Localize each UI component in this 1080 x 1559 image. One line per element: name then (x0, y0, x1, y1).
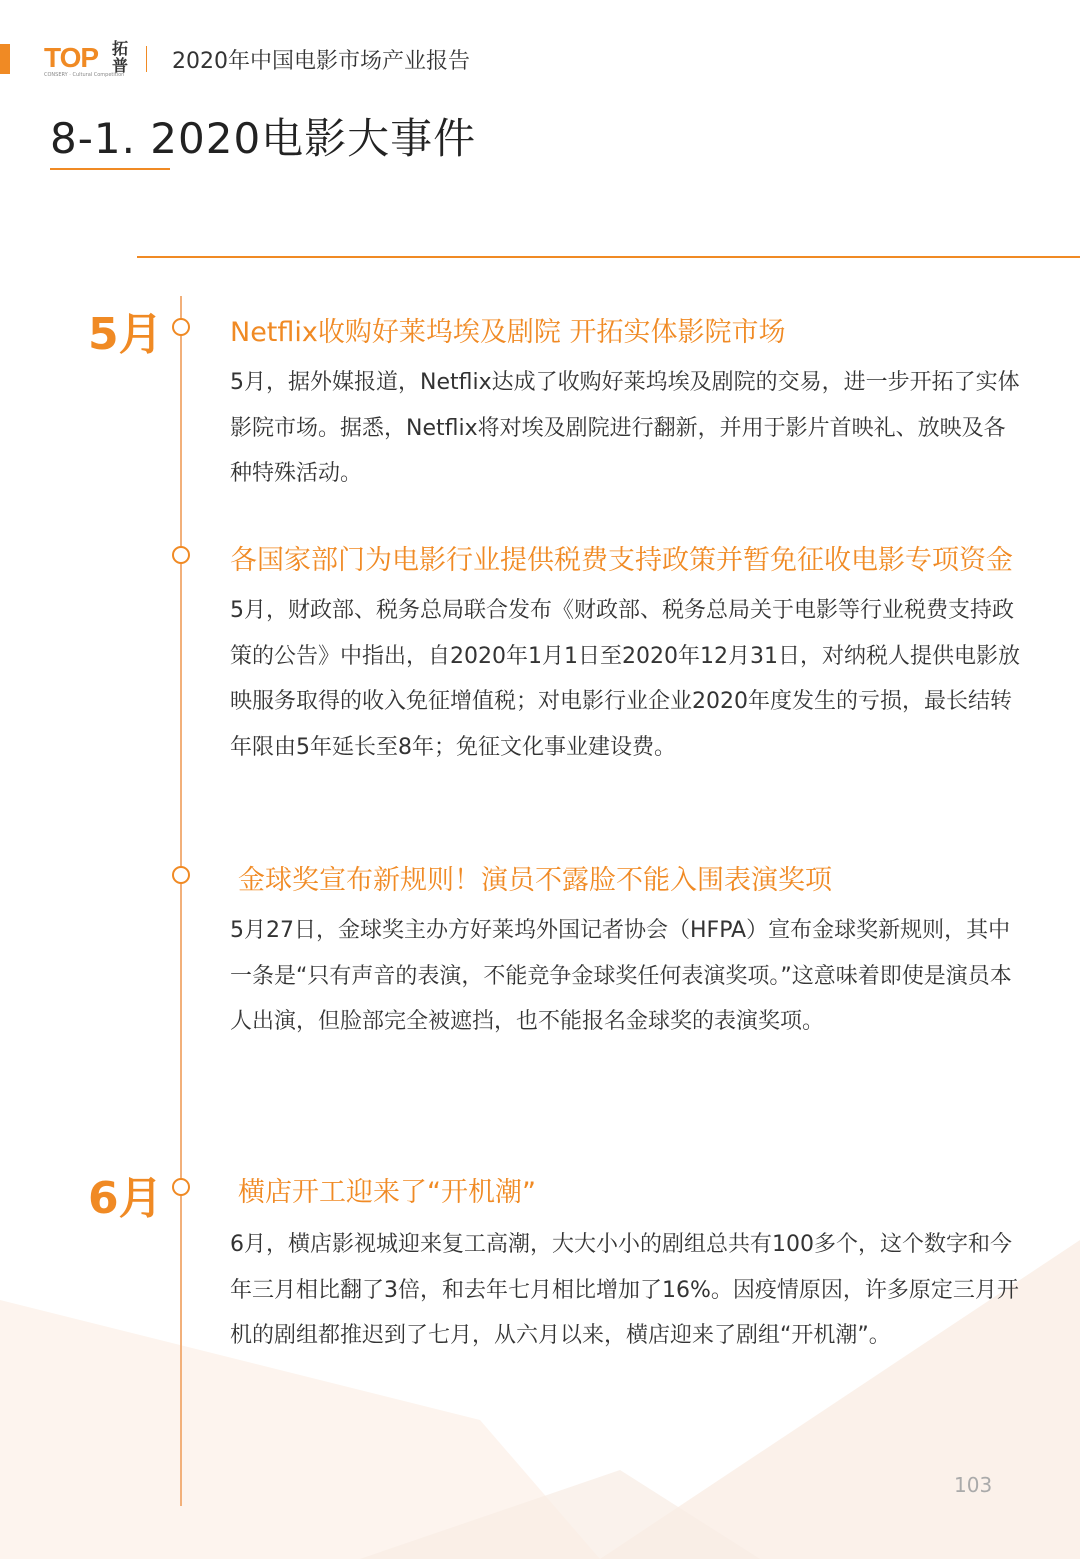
timeline-dot (172, 318, 190, 336)
report-title: 2020年中国电影市场产业报告 (172, 49, 470, 74)
logo-wordmark: TOP (44, 42, 99, 73)
page-number: 103 (954, 1473, 993, 1497)
timeline-dot (172, 1178, 190, 1196)
logo-chinese: 拓普 (112, 39, 129, 75)
month-label-may: 5月 (88, 309, 163, 360)
event-body: 5月，据外媒报道，Netflix达成了收购好莱坞埃及剧院的交易，进一步开拓了实体影院市场。据悉，Netflix将对埃及剧院进行翻新，并用于影片首映礼、放映及各种特殊活动。 (230, 370, 1020, 486)
event-title: 横店开工迎来了“开机潮” (238, 1177, 536, 1208)
event-body: 5月27日，金球奖主办方好莱坞外国记者协会（HFPA）宣布金球奖新规则，其中一条是“只有声音的表演，不能竞争金球奖任何表演奖项。”这意味着即使是演员本人出演，但脸部完全被遮挡，也不能报名金球奖的表演奖项。 (230, 918, 1012, 1034)
timeline-dot (172, 866, 190, 884)
section-title: 8-1. 2020电影大事件 (50, 114, 477, 163)
title-underline (50, 168, 170, 170)
event-title: Netflix收购好莱坞埃及剧院 开拓实体影院市场 (230, 317, 786, 348)
brand-logo (44, 39, 134, 78)
event-title: 金球奖宣布新规则！演员不露脸不能入围表演奖项 (238, 865, 832, 896)
event-title: 各国家部门为电影行业提供税费支持政策并暂免征收电影专项资金 (230, 545, 1013, 576)
event-body: 6月，横店影视城迎来复工高潮，大大小小的剧组总共有100多个，这个数字和今年三月相比翻了3倍，和去年七月相比增加了16%。因疫情原因，许多原定三月开机的剧组都推迟到了七月，从六月以来，横店迎来了剧组“开机潮”。 (230, 1232, 1019, 1348)
logo-subtitle: CONSERY · Cultural Competition (44, 72, 125, 78)
timeline-dot (172, 546, 190, 564)
header-divider (146, 46, 147, 72)
month-label-june: 6月 (88, 1173, 163, 1224)
timeline-line (180, 296, 182, 1506)
event-body: 5月，财政部、税务总局联合发布《财政部、税务总局关于电影等行业税费支持政策的公告》中指出，自2020年1月1日至2020年12月31日，对纳税人提供电影放映服务取得的收入免征增值税；对电影行业企业2020年度发生的亏损，最长结转年限由5年延长至8年；免征文化事业建设费。 (230, 598, 1020, 760)
section-rule (137, 256, 1080, 258)
header-accent-bar (0, 44, 10, 74)
